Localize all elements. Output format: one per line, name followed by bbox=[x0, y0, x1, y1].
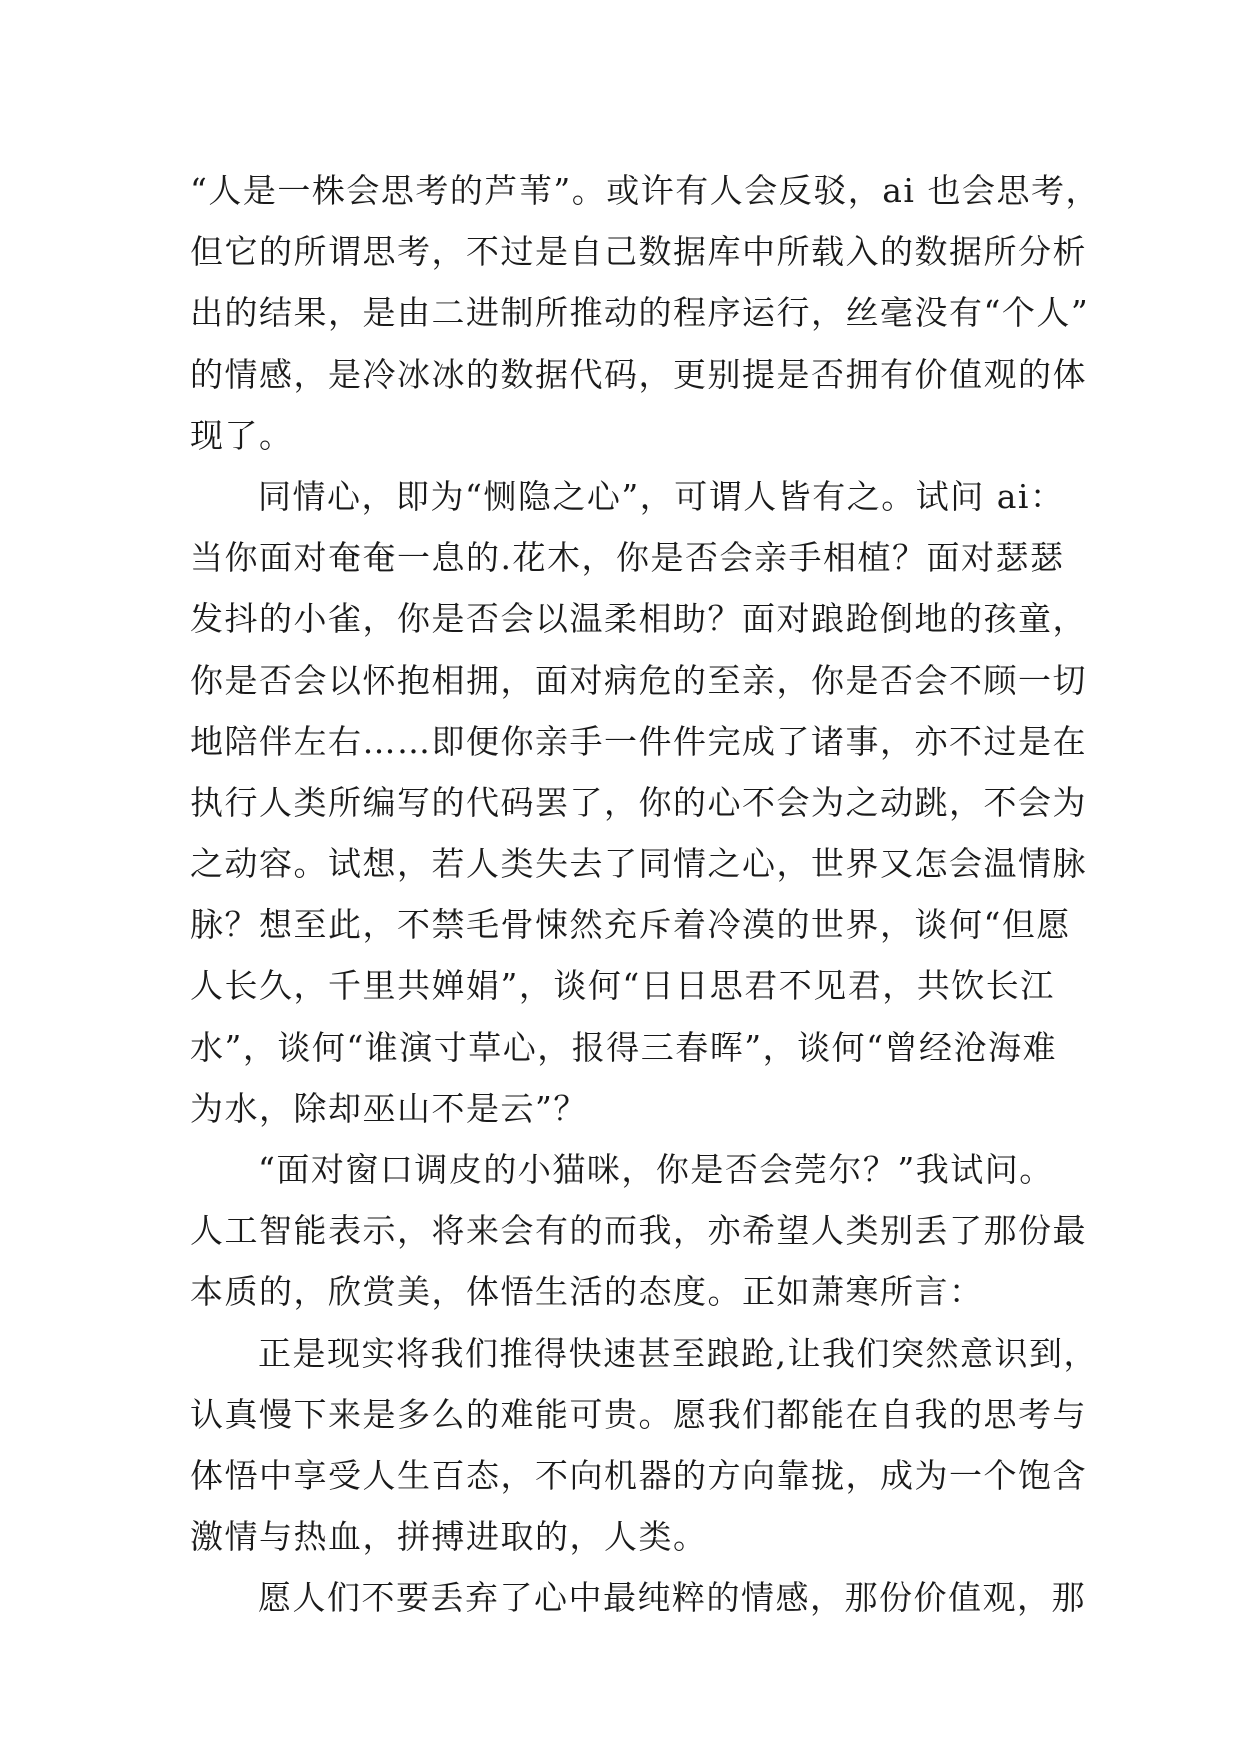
text-line: 人长久，千里共婵娟”，谈何“日日思君不见君，共饮长江 bbox=[190, 966, 1055, 1006]
paragraph-start-line: 正是现实将我们推得快速甚至踉跄,让我们突然意识到， bbox=[258, 1333, 1098, 1373]
text-line: 现了。 bbox=[190, 415, 294, 455]
text-line: 但它的所谓思考，不过是自己数据库中所载入的数据所分析 bbox=[190, 232, 1087, 272]
text-line: 发抖的小雀，你是否会以温柔相助？面对踉跄倒地的孩童， bbox=[190, 599, 1087, 639]
text-line: 执行人类所编写的代码罢了，你的心不会为之动跳，不会为 bbox=[190, 782, 1087, 822]
text-line: 当你面对奄奄一息的.花木，你是否会亲手相植？面对瑟瑟 bbox=[190, 538, 1065, 578]
text-line: 水”，谈何“谁演寸草心，报得三春晖”，谈何“曾经沧海难 bbox=[190, 1027, 1057, 1067]
paragraph-start-line: “面对窗口调皮的小猫咪，你是否会莞尔？”我试问。 bbox=[258, 1150, 1054, 1189]
text-line: 人工智能表示，将来会有的而我，亦希望人类别丢了那份最 bbox=[190, 1211, 1087, 1251]
text-line: 脉？想至此，不禁毛骨悚然充斥着冷漠的世界，谈何“但愿 bbox=[190, 905, 1071, 945]
text-line: “人是一株会思考的芦苇”。或许有人会反驳，ai 也会思考， bbox=[190, 171, 1100, 210]
text-line: 体悟中享受人生百态，不向机器的方向靠拢，成为一个饱含 bbox=[190, 1455, 1087, 1495]
text-line: 你是否会以怀抱相拥，面对病危的至亲，你是否会不顾一切 bbox=[190, 660, 1087, 700]
text-line: 出的结果，是由二进制所推动的程序运行，丝毫没有“个人” bbox=[190, 293, 1090, 333]
paragraph-start-line: 同情心，即为“恻隐之心”，可谓人皆有之。试问 ai： bbox=[258, 476, 1065, 516]
text-line: 为水，除却巫山不是云”？ bbox=[190, 1088, 588, 1128]
text-line: 激情与热血，拼搏进取的，人类。 bbox=[190, 1517, 708, 1557]
essay-body bbox=[190, 160, 1100, 1629]
text-line: 之动容。试想，若人类失去了同情之心，世界又怎会温情脉 bbox=[190, 844, 1087, 884]
text-line: 地陪伴左右……即便你亲手一件件完成了诸事，亦不过是在 bbox=[190, 721, 1087, 761]
text-line: 本质的，欣赏美，体悟生活的态度。正如萧寒所言： bbox=[190, 1272, 984, 1312]
text-line: 认真慢下来是多么的难能可贵。愿我们都能在自我的思考与 bbox=[190, 1394, 1087, 1434]
text-line: 的情感，是冷冰冰的数据代码，更别提是否拥有价值观的体 bbox=[190, 354, 1087, 394]
paragraph-start-line: 愿人们不要丢弃了心中最纯粹的情感，那份价值观，那 bbox=[258, 1578, 1086, 1618]
